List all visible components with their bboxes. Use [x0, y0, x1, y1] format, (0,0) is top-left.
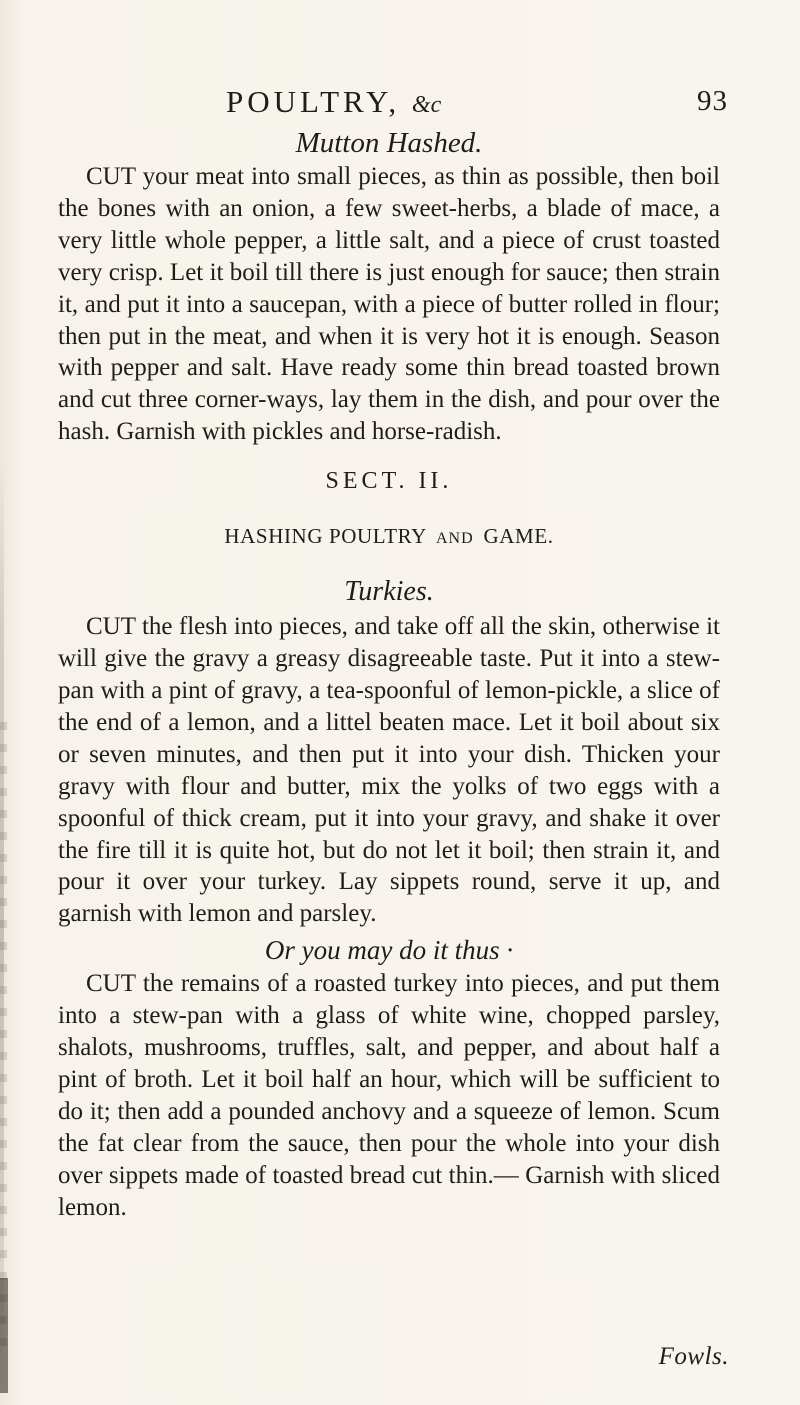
running-head-text: POULTRY,	[226, 84, 401, 119]
subheading-left: HASHING POULTRY	[224, 524, 427, 549]
subheading-right: GAME.	[483, 524, 554, 549]
page-header	[0, 84, 800, 124]
recipe-paragraph-mutton-hashed: CUT your meat into small pieces, as thin as possible, then boil the bones with an onion, a few sweet-herbs, a blade of mace, a very little whole pepper, a little salt, and a piece of crust toasted very crisp. Let it boil till there is just enough for sauce; then strain it, and put it into a saucepan, with a piece of butter rolled in flour; then put in the meat, and when it is very hot it is enough. Season with pepper and salt. Have ready some thin bread toasted brown and cut three corner-ways, lay them in the dish, and pour over the hash. Garnish with pickles and horse-radish.	[58, 163, 720, 446]
page-content	[58, 126, 720, 1223]
section-subheading	[58, 522, 720, 553]
subheading-and: AND	[435, 530, 474, 548]
recipe-title-turkies: Turkies.	[344, 576, 434, 608]
running-head-suffix: &c	[411, 92, 442, 118]
margin-stain	[0, 708, 7, 1358]
recipe-paragraph-turkies: CUT the flesh into pieces, and take off all the skin, otherwise it will give the gravy a greasy disagreeable taste. Put it into a stew-pan with a pint of gravy, a tea-spoonful of lemon-pickle, a slice of the end of a lemon, and a littel beaten mace. Let it boil about six or seven minutes, and then put it into your dish. Thicken your gravy with flour and butter, mix the yolks of two eggs with a spoonful of thick cream, put it into your gravy, and shake it over the fire till it is quite hot, but do not let it boil; then strain it, and pour it over your turkey. Lay sippets round, serve it up, and garnish with lemon and parsley.	[58, 613, 720, 928]
recipe-title-alternative: Or you may do it thus ·	[264, 935, 514, 966]
catchword: Fowls.	[658, 1343, 729, 1370]
running-head	[226, 84, 441, 120]
section-heading: SECT. II.	[325, 468, 453, 495]
recipe-paragraph-alternative: CUT the remains of a roasted turkey into pieces, and put them into a stew-pan with a glass of white wine, chopped parsley, shalots, mushrooms, truffles, salt, and pepper, and about half a pint of broth. Let it boil half an hour, which will be sufficient to do it; then add a pounded anchovy and a squeeze of lemon. Scum the fat clear from the sauce, then pour the whole into your dish over sippets made of toasted bread cut thin.— Garnish with sliced lemon.	[58, 970, 720, 1221]
recipe-title-mutton-hashed: Mutton Hashed.	[295, 127, 483, 159]
margin-dark-stain	[0, 1278, 8, 1393]
page-number: 93	[697, 85, 728, 117]
